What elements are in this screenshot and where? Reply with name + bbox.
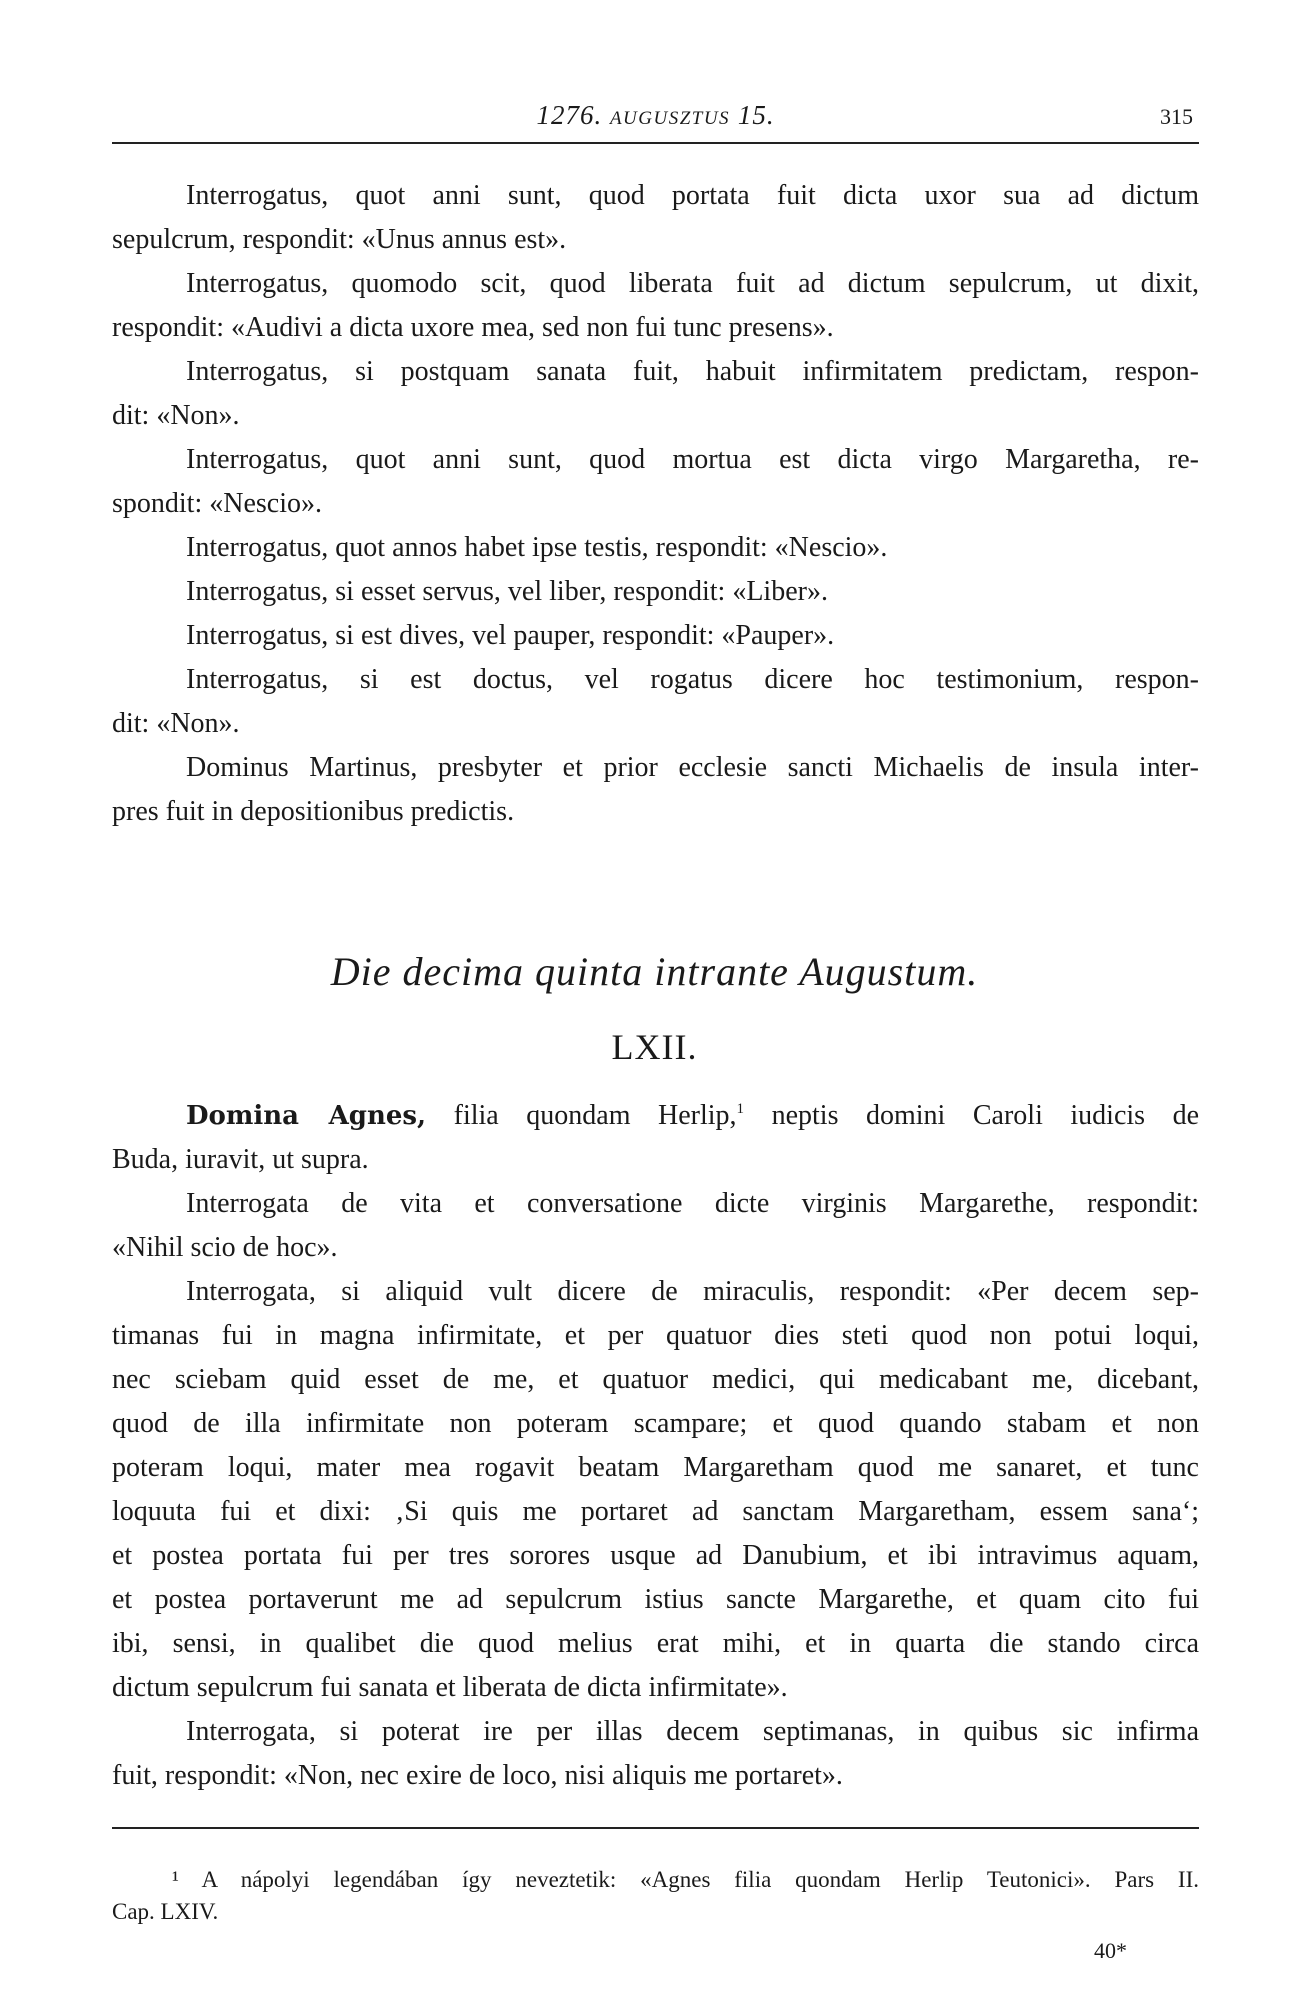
title-day: 15.: [737, 100, 775, 130]
text-line: fuit, respondit: «Non, nec exire de loco, nisi aliquis me portaret».: [112, 1760, 843, 1791]
text-line: nec sciebam quid esset de me, et quatuor medici, qui medicabant me, dicebant,: [112, 1364, 1199, 1395]
text-line: et postea portata fui per tres sorores usque ad Danubium, et ibi intravimus aquam,: [112, 1540, 1199, 1571]
text-line: dictum sepulcrum fui sanata et liberata de dicta infirmitate».: [112, 1672, 788, 1703]
text-line: Interrogatus, quot anni sunt, quod mortua est dicta virgo Margaretha, re-: [186, 444, 1199, 475]
text-line: respondit: «Audivi a dicta uxore mea, sed non fui tunc presens».: [112, 312, 834, 343]
page-number: 315: [1160, 104, 1193, 129]
text-line: ibi, sensi, in qualibet die quod melius erat mihi, et in quarta die stando circa: [112, 1628, 1199, 1659]
text-line: Interrogatus, quot anni sunt, quod portata fuit dicta uxor sua ad dictum: [186, 180, 1199, 211]
footnote-line: ¹ A nápolyi legendában így neveztetik: «Agnes filia quondam Herlip Teutonici». Pars II.: [172, 1867, 1199, 1892]
text-line: Interrogata, si aliquid vult dicere de miraculis, respondit: «Per decem sep-: [186, 1276, 1199, 1307]
text-segment: filia quondam Herlip,: [426, 1100, 737, 1131]
title-year: 1276.: [536, 100, 603, 130]
text-line: dit: «Non».: [112, 708, 240, 739]
text-line: poteram loqui, mater mea rogavit beatam Margaretham quod me sanaret, et tunc: [112, 1452, 1199, 1483]
text-line: Interrogata, si poterat ire per illas decem septimanas, in quibus sic infirma: [186, 1716, 1199, 1747]
text-line: [112, 1094, 1199, 1138]
text-line: pres fuit in depositionibus predictis.: [112, 796, 515, 827]
text-line: Interrogatus, quomodo scit, quod liberata fuit ad dictum sepulcrum, ut dixit,: [186, 268, 1199, 299]
text-line: et postea portaverunt me ad sepulcrum istius sancte Margarethe, et quam cito fui: [112, 1584, 1199, 1615]
text-line: loquuta fui et dixi: ‚Si quis me portaret ad sanctam Margaretham, essem sana‘;: [112, 1496, 1199, 1527]
footnote: [112, 1864, 1199, 1928]
text-line: dit: «Non».: [112, 400, 240, 431]
section-title: Die decima quinta intrante Augustum.: [330, 949, 979, 994]
footnote-line: Cap. LXIV.: [112, 1899, 219, 1924]
text-line: spondit: «Nescio».: [112, 488, 322, 519]
section-2-text: [112, 1094, 1199, 1798]
section-number: LXII.: [611, 1027, 698, 1067]
footnote-ref: 1: [736, 1101, 745, 1117]
title-month: AUGUSZTUS: [609, 108, 731, 129]
text-line: «Nihil scio de hoc».: [112, 1232, 338, 1263]
text-line: sepulcrum, respondit: «Unus annus est».: [112, 224, 567, 255]
text-line: Interrogatus, si esset servus, vel liber, respondit: «Liber».: [186, 576, 828, 607]
text-line: Interrogatus, si est dives, vel pauper, respondit: «Pauper».: [186, 620, 835, 651]
text-line: Interrogatus, si est doctus, vel rogatus dicere hoc testimonium, respon-: [186, 664, 1199, 695]
footnote-rule: [112, 1827, 1199, 1829]
text-line: Interrogata de vita et conversatione dicte virginis Margarethe, respondit:: [186, 1188, 1199, 1219]
text-segment: neptis domini Caroli iudicis de: [744, 1100, 1200, 1131]
text-line: Dominus Martinus, presbyter et prior ecclesie sancti Michaelis de insula inter-: [186, 752, 1199, 783]
text-line: Interrogatus, si postquam sanata fuit, habuit infirmitatem predictam, respon-: [186, 356, 1199, 387]
witness-name: Domina Agnes,: [186, 1101, 427, 1131]
text-line: Buda, iuravit, ut supra.: [112, 1144, 369, 1175]
text-line: quod de illa infirmitate non poteram scampare; et quod quando stabam et non: [112, 1408, 1199, 1439]
running-title: [112, 100, 1199, 131]
running-head: [112, 100, 1199, 140]
text-line: timanas fui in magna infirmitate, et per quatuor dies steti quod non potui loqui,: [112, 1320, 1199, 1351]
section-1-text: [112, 174, 1199, 834]
header-rule: [112, 142, 1199, 144]
text-line: Interrogatus, quot annos habet ipse testis, respondit: «Nescio».: [186, 532, 888, 563]
signature-mark: 40*: [1094, 1938, 1127, 1963]
